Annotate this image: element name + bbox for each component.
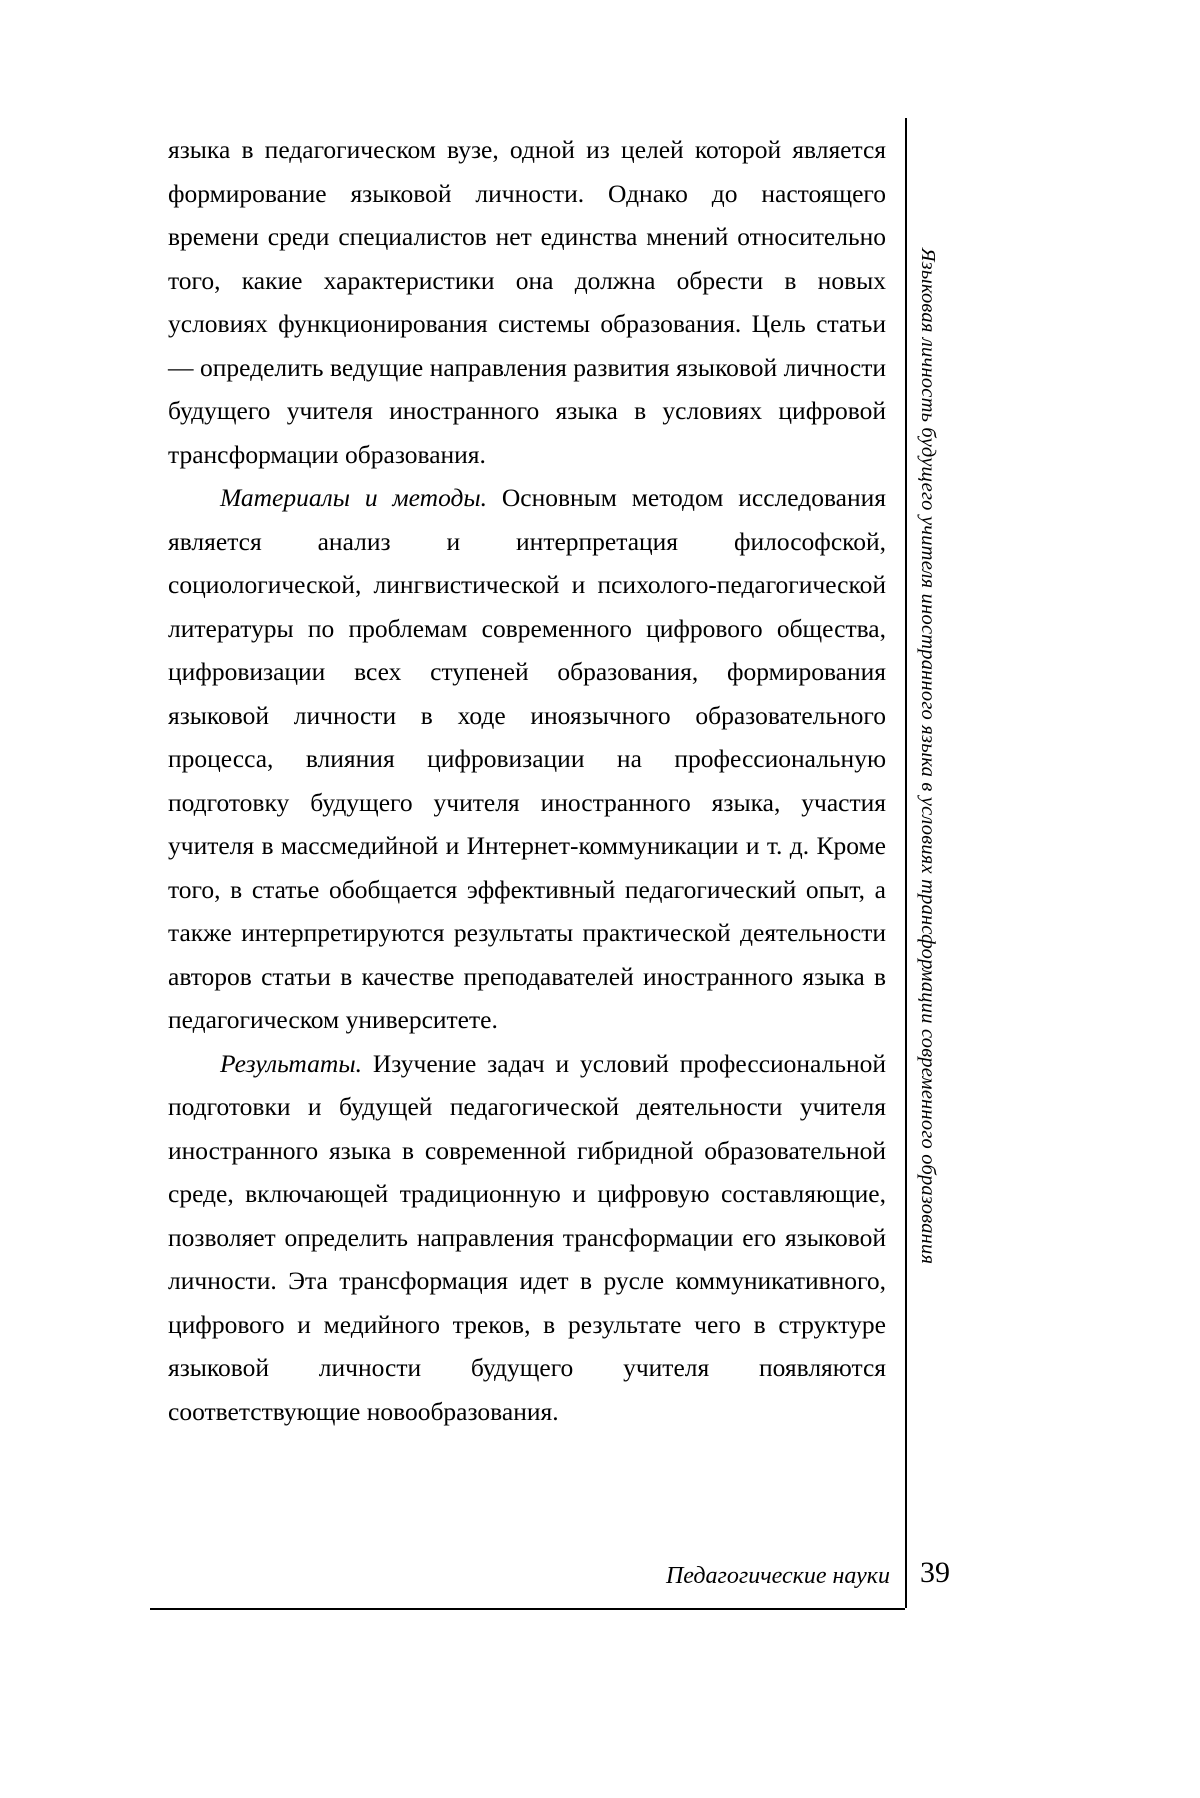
footer-divider-rule (150, 1608, 905, 1610)
run-in-heading-materials-methods: Материалы и методы. (220, 483, 488, 512)
body-text-column (168, 128, 886, 1433)
run-in-heading-results: Результаты. (220, 1048, 362, 1078)
paragraph-text: Основным методом исследования является анализ и интерпретация философской, социологической, лингвистической и психолого-педагогической литературы по проблемам современного цифрового общества, цифровизации всех ступеней образования, формирования языковой личности в ходе иноязычного образовательного процесса, влияния цифровизации на профессиональную подготовку будущего учителя иностранного языка, участия учителя в массмедийной и Интернет-коммуникации и т. д. Кроме того, в статье обобщается эффективный педагогический опыт, а также интерпретируются результаты практической деятельности авторов статьи в качестве преподавателей иностранного языка в педагогическом университете. (168, 483, 886, 1034)
paragraph-text: Изучение задач и условий профессиональной подготовки и будущей педагогической деятельности учителя иностранного языка в современной гибридной образовательной среде, включающей традиционную и цифровую составляющие, позволяет определить направления трансформации его языковой личности. Эта трансформация идет в русле коммуникативного, цифрового и медийного треков, в результате чего в структуре языковой личности будущего учителя появляются соответствующие новообразования. (168, 1048, 886, 1426)
paragraph-continuation (168, 128, 886, 476)
paragraph-results (168, 1042, 886, 1434)
footer-section-title: Педагогические науки (665, 1563, 890, 1589)
paragraph-text: языка в педагогическом вузе, одной из целей которой является формирование языковой личности. Однако до настоящего времени среди специалистов нет единства мнений относительно того, какие характеристики она должна обрести в новых условиях функционирования системы образования. Цель статьи — определить ведущие направления развития языковой личности будущего учителя иностранного языка в условиях цифровой трансформации образования. (168, 135, 886, 469)
vertical-divider-rule (905, 118, 907, 1608)
running-head-vertical: Языковая личность будущего учителя иностранного языка в условиях трансформации современного образования (917, 248, 939, 1265)
paragraph-materials-methods (168, 476, 886, 1042)
page-number: 39 (920, 1556, 950, 1589)
